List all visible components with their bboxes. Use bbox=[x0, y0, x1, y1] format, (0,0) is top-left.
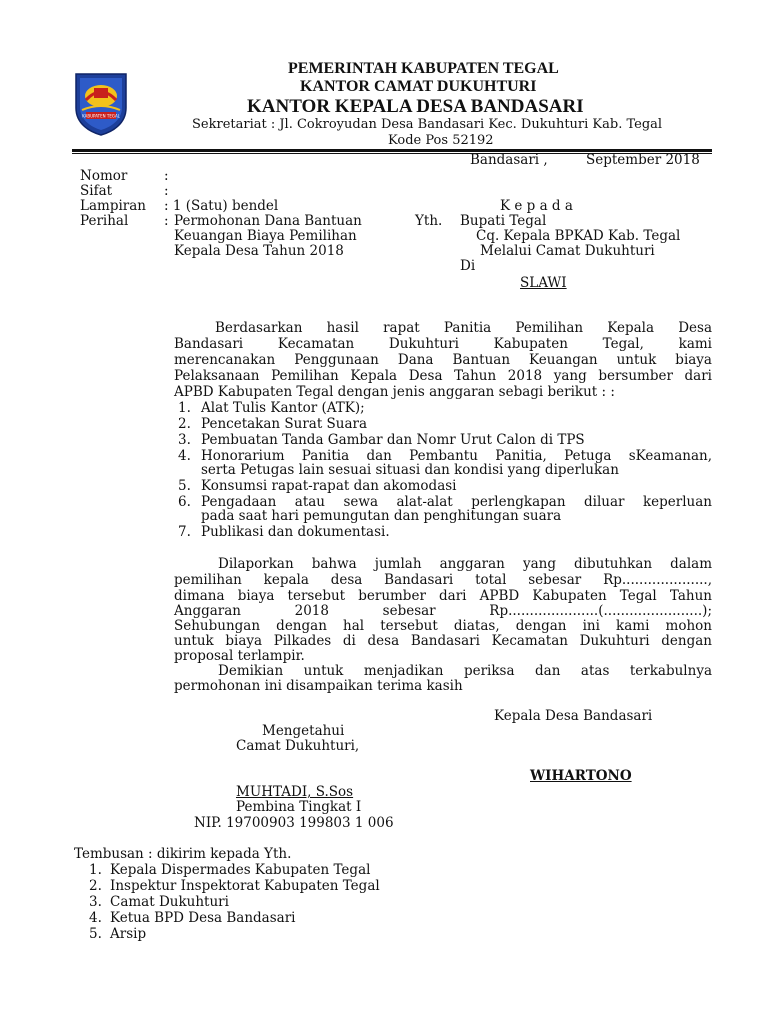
cc-item-number: 3. bbox=[89, 894, 102, 910]
body-paragraph-line: pemilihan kepala desa Bandasari total sebesar Rp...................., bbox=[174, 572, 712, 588]
perihal-label: Perihal bbox=[80, 213, 129, 229]
sifat-value: : bbox=[164, 183, 169, 199]
village-head-name: WIHARTONO bbox=[530, 768, 632, 784]
cc-item-number: 2. bbox=[89, 878, 102, 894]
cc-item: Arsip bbox=[110, 926, 147, 942]
cc-item: Inspektur Inspektorat Kabupaten Tegal bbox=[110, 878, 380, 894]
perihal-line: Keuangan Biaya Pemilihan bbox=[174, 228, 357, 244]
nomor-label: Nomor bbox=[80, 168, 128, 184]
sifat-label: Sifat bbox=[80, 183, 113, 199]
item-number: 4. bbox=[178, 448, 191, 464]
header-address: Sekretariat : Jl. Cokroyudan Desa Bandasari Kec. Dukuhturi Kab. Tegal bbox=[192, 117, 663, 132]
cc-item: Camat Dukuhturi bbox=[110, 894, 229, 910]
item-text: pada saat hari pemungutan dan penghitungan suara bbox=[201, 508, 562, 524]
lampiran-value: : 1 (Satu) bendel bbox=[164, 198, 279, 214]
recipient-cq: Cq. Kepala BPKAD Kab. Tegal bbox=[476, 228, 681, 244]
date-place: Bandasari , bbox=[470, 152, 548, 168]
item-number: 6. bbox=[178, 494, 191, 510]
header-government: PEMERINTAH KABUPATEN TEGAL bbox=[288, 60, 559, 77]
item-number: 3. bbox=[178, 432, 191, 448]
recipient-di: Di bbox=[460, 258, 476, 274]
item-text: Pencetakan Surat Suara bbox=[201, 416, 368, 432]
item-text: Konsumsi rapat-rapat dan akomodasi bbox=[201, 478, 457, 494]
lampiran-label: Lampiran bbox=[80, 198, 146, 214]
recipient-name: Bupati Tegal bbox=[460, 213, 547, 229]
body-paragraph-line: Sehubungan dengan hal tersebut diatas, dengan ini kami mohon bbox=[174, 618, 712, 634]
yth-label: Yth. bbox=[415, 213, 443, 229]
cc-item-number: 1. bbox=[89, 862, 102, 878]
recipient-via: Melalui Camat Dukuhturi bbox=[480, 243, 655, 259]
body-paragraph-line: Bandasari Kecamatan Dukuhturi Kabupaten Tegal, kami bbox=[174, 336, 712, 352]
body-paragraph-line: Dilaporkan bahwa jumlah anggaran yang dibutuhkan dalam bbox=[218, 556, 712, 572]
header-postcode: Kode Pos 52192 bbox=[388, 133, 494, 148]
perihal-line: Permohonan Dana Bantuan bbox=[174, 213, 362, 229]
village-head-title: Kepala Desa Bandasari bbox=[494, 708, 653, 724]
recipient-city: SLAWI bbox=[520, 275, 567, 291]
header-subdistrict: KANTOR CAMAT DUKUHTURI bbox=[300, 78, 537, 95]
cc-item-number: 4. bbox=[89, 910, 102, 926]
cc-item: Kepala Dispermades Kabupaten Tegal bbox=[110, 862, 371, 878]
subdistrict-head-nip: NIP. 19700903 199803 1 006 bbox=[194, 815, 394, 831]
perihal-line: Kepala Desa Tahun 2018 bbox=[174, 243, 344, 259]
item-number: 5. bbox=[178, 478, 191, 494]
item-text: Publikasi dan dokumentasi. bbox=[201, 524, 390, 540]
item-text: Alat Tulis Kantor (ATK); bbox=[201, 400, 365, 416]
item-number: 7. bbox=[178, 524, 191, 540]
kepada-label: K e p a d a bbox=[500, 198, 573, 214]
cc-item-number: 5. bbox=[89, 926, 102, 942]
perihal-colon: : bbox=[164, 213, 169, 229]
item-text: Pembuatan Tanda Gambar dan Nomr Urut Calon di TPS bbox=[201, 432, 585, 448]
item-text: serta Petugas lain sesuai situasi dan kondisi yang diperlukan bbox=[201, 462, 619, 478]
acknowledged-label: Mengetahui bbox=[262, 723, 345, 739]
body-paragraph-line: merencanakan Penggunaan Dana Bantuan Keuangan untuk biaya bbox=[174, 352, 712, 368]
cc-title: Tembusan : dikirim kepada Yth. bbox=[74, 846, 292, 862]
date-value: September 2018 bbox=[586, 152, 700, 168]
body-paragraph-line: Berdasarkan hasil rapat Panitia Pemilihan Kepala Desa bbox=[215, 320, 712, 336]
body-paragraph-line: proposal terlampir. bbox=[174, 648, 305, 664]
item-number: 1. bbox=[178, 400, 191, 416]
body-paragraph-line: APBD Kabupaten Tegal dengan jenis anggaran sebagi berikut : : bbox=[174, 384, 615, 400]
closing-paragraph-line: Demikian untuk menjadikan periksa dan atas terkabulnya bbox=[218, 663, 712, 679]
header-village-office: KANTOR KEPALA DESA BANDASARI bbox=[247, 96, 584, 117]
subdistrict-head-rank: Pembina Tingkat I bbox=[236, 799, 362, 815]
item-text: Honorarium Panitia dan Pembantu Panitia, Petuga sKeamanan, bbox=[201, 448, 712, 464]
nomor-value: : bbox=[164, 168, 169, 184]
regency-logo bbox=[72, 70, 130, 136]
cc-item: Ketua BPD Desa Bandasari bbox=[110, 910, 296, 926]
body-paragraph-line: Anggaran 2018 sebesar Rp.....................(.......................); bbox=[174, 603, 712, 619]
item-text: Pengadaan atau sewa alat-alat perlengkapan diluar keperluan bbox=[201, 494, 712, 510]
subdistrict-head-name: MUHTADI, S.Sos bbox=[236, 784, 354, 800]
body-paragraph-line: untuk biaya Pilkades di desa Bandasari Kecamatan Dukuhturi dengan bbox=[174, 633, 712, 649]
svg-text:KABUPATEN TEGAL: KABUPATEN TEGAL bbox=[82, 113, 120, 119]
body-paragraph-line: dimana biaya tersebut berumber dari APBD Kabupaten Tegal Tahun bbox=[174, 588, 712, 604]
body-paragraph-line: Pelaksanaan Pemilihan Kepala Desa Tahun 2018 yang bersumber dari bbox=[174, 368, 712, 384]
subdistrict-head-title: Camat Dukuhturi, bbox=[236, 738, 360, 754]
item-number: 2. bbox=[178, 416, 191, 432]
closing-paragraph-line: permohonan ini disampaikan terima kasih bbox=[174, 678, 463, 694]
